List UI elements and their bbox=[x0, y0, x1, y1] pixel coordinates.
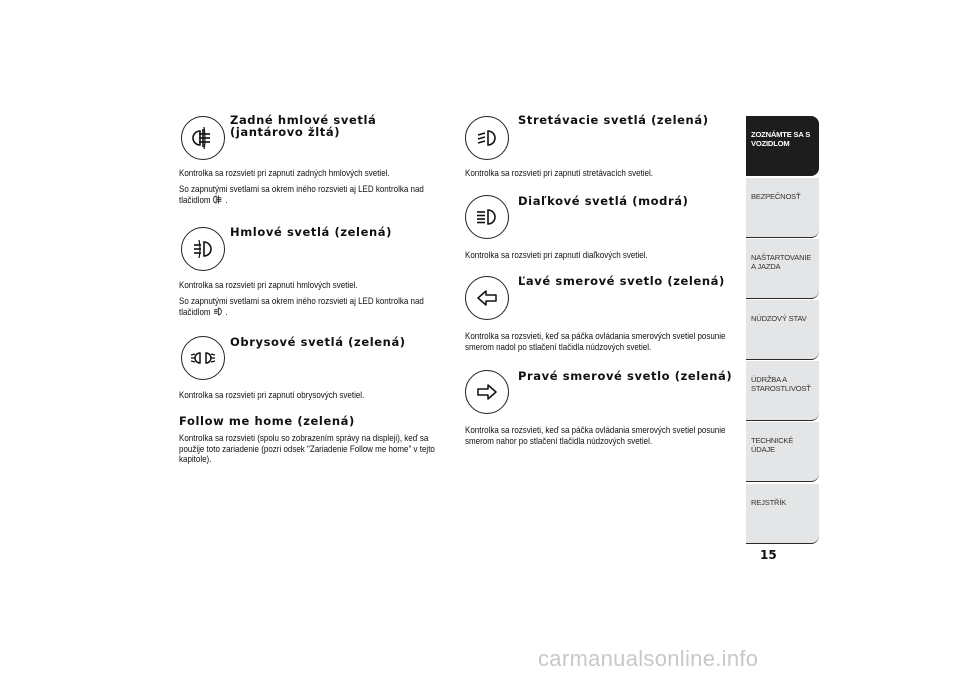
dipped-beam-heading: Stretávacie svetlá (zelená) bbox=[518, 113, 709, 127]
page-number: 15 bbox=[760, 548, 777, 562]
rear-fog-light-inline-icon bbox=[213, 194, 223, 205]
front-fog-p1: Kontrolka sa rozsvieti pri zapnutí hmlových svetiel. bbox=[179, 280, 358, 290]
dipped-beam-text bbox=[465, 168, 723, 184]
rear-fog-light-icon bbox=[181, 116, 225, 160]
side-lights-text bbox=[179, 390, 451, 406]
tab-bezpecnost[interactable]: BEZPEČNOSŤ bbox=[746, 178, 819, 238]
tab-zoznamte-sa-s-vozidlom[interactable]: ZOZNÁMTE SA S VOZIDLOM bbox=[746, 116, 819, 176]
right-indicator-p1: Kontrolka sa rozsvieti, keď sa páčka ovládania smerových svetiel posunie smerom nahor po stlačení tlačidla núdzových svetiel. bbox=[465, 425, 726, 446]
side-lights-heading: Obrysové svetlá (zelená) bbox=[230, 335, 406, 349]
left-indicator-text bbox=[465, 331, 737, 357]
main-beam-p1: Kontrolka sa rozsvieti pri zapnutí diaľkových svetiel. bbox=[465, 250, 648, 260]
rear-fog-p1: Kontrolka sa rozsvieti pri zapnutí zadných hmlových svetiel. bbox=[179, 168, 390, 178]
main-beam-icon bbox=[465, 195, 509, 239]
front-fog-light-inline-icon bbox=[213, 306, 223, 317]
dipped-beam-p1: Kontrolka sa rozsvieti pri zapnutí stretávacích svetiel. bbox=[465, 168, 653, 178]
main-beam-text bbox=[465, 250, 723, 266]
tab-udrzba-a-starostlivost[interactable]: ÚDRŽBA A STAROSTLIVOSŤ bbox=[746, 361, 819, 421]
rear-fog-text bbox=[179, 168, 451, 211]
right-indicator-heading: Pravé smerové svetlo (zelená) bbox=[518, 369, 733, 383]
dipped-beam-icon bbox=[465, 116, 509, 160]
side-lights-icon bbox=[181, 336, 225, 380]
main-beam-heading: Diaľkové svetlá (modrá) bbox=[518, 194, 689, 208]
follow-me-home-p1: Kontrolka sa rozsvieti (spolu so zobrazením správy na displeji), keď sa použije toto zariadenie (pozri odsek "Zariadenie Follow me home" v tejto kapitole). bbox=[179, 433, 435, 464]
tab-nudzovy-stav[interactable]: NÚDZOVÝ STAV bbox=[746, 300, 819, 360]
front-fog-p2: So zapnutými svetlami sa okrem iného rozsvieti aj LED kontrolka nad tlačidlom . bbox=[179, 295, 424, 317]
right-arrow-icon bbox=[465, 370, 509, 414]
front-fog-heading: Hmlové svetlá (zelená) bbox=[230, 225, 392, 239]
watermark: carmanualsonline.info bbox=[538, 646, 759, 671]
front-fog-light-icon bbox=[181, 227, 225, 271]
follow-me-home-heading: Follow me home (zelená) bbox=[179, 414, 355, 428]
tab-rejstrik[interactable]: REJSTŘÍK bbox=[746, 484, 819, 544]
tab-nastartovanie-a-jazda[interactable]: NAŠTARTOVANIE A JAZDA bbox=[746, 239, 819, 299]
rear-fog-heading: Zadné hmlové svetlá (jantárovo žltá) bbox=[230, 113, 377, 139]
right-indicator-text bbox=[465, 425, 737, 451]
front-fog-text bbox=[179, 280, 451, 323]
left-indicator-p1: Kontrolka sa rozsvieti, keď sa páčka ovládania smerových svetiel posunie smerom nadol po stlačení tlačidla núdzových svetiel. bbox=[465, 331, 726, 352]
follow-me-home-text bbox=[179, 433, 451, 470]
tab-technicke-udaje[interactable]: TECHNICKÉ ÚDAJE bbox=[746, 422, 819, 482]
left-indicator-heading: Ľavé smerové svetlo (zelená) bbox=[518, 274, 725, 288]
side-lights-p1: Kontrolka sa rozsvieti pri zapnutí obrysových svetiel. bbox=[179, 390, 365, 400]
left-arrow-icon bbox=[465, 276, 509, 320]
rear-fog-p2: So zapnutými svetlami sa okrem iného rozsvieti aj LED kontrolka nad tlačidlom . bbox=[179, 183, 424, 205]
